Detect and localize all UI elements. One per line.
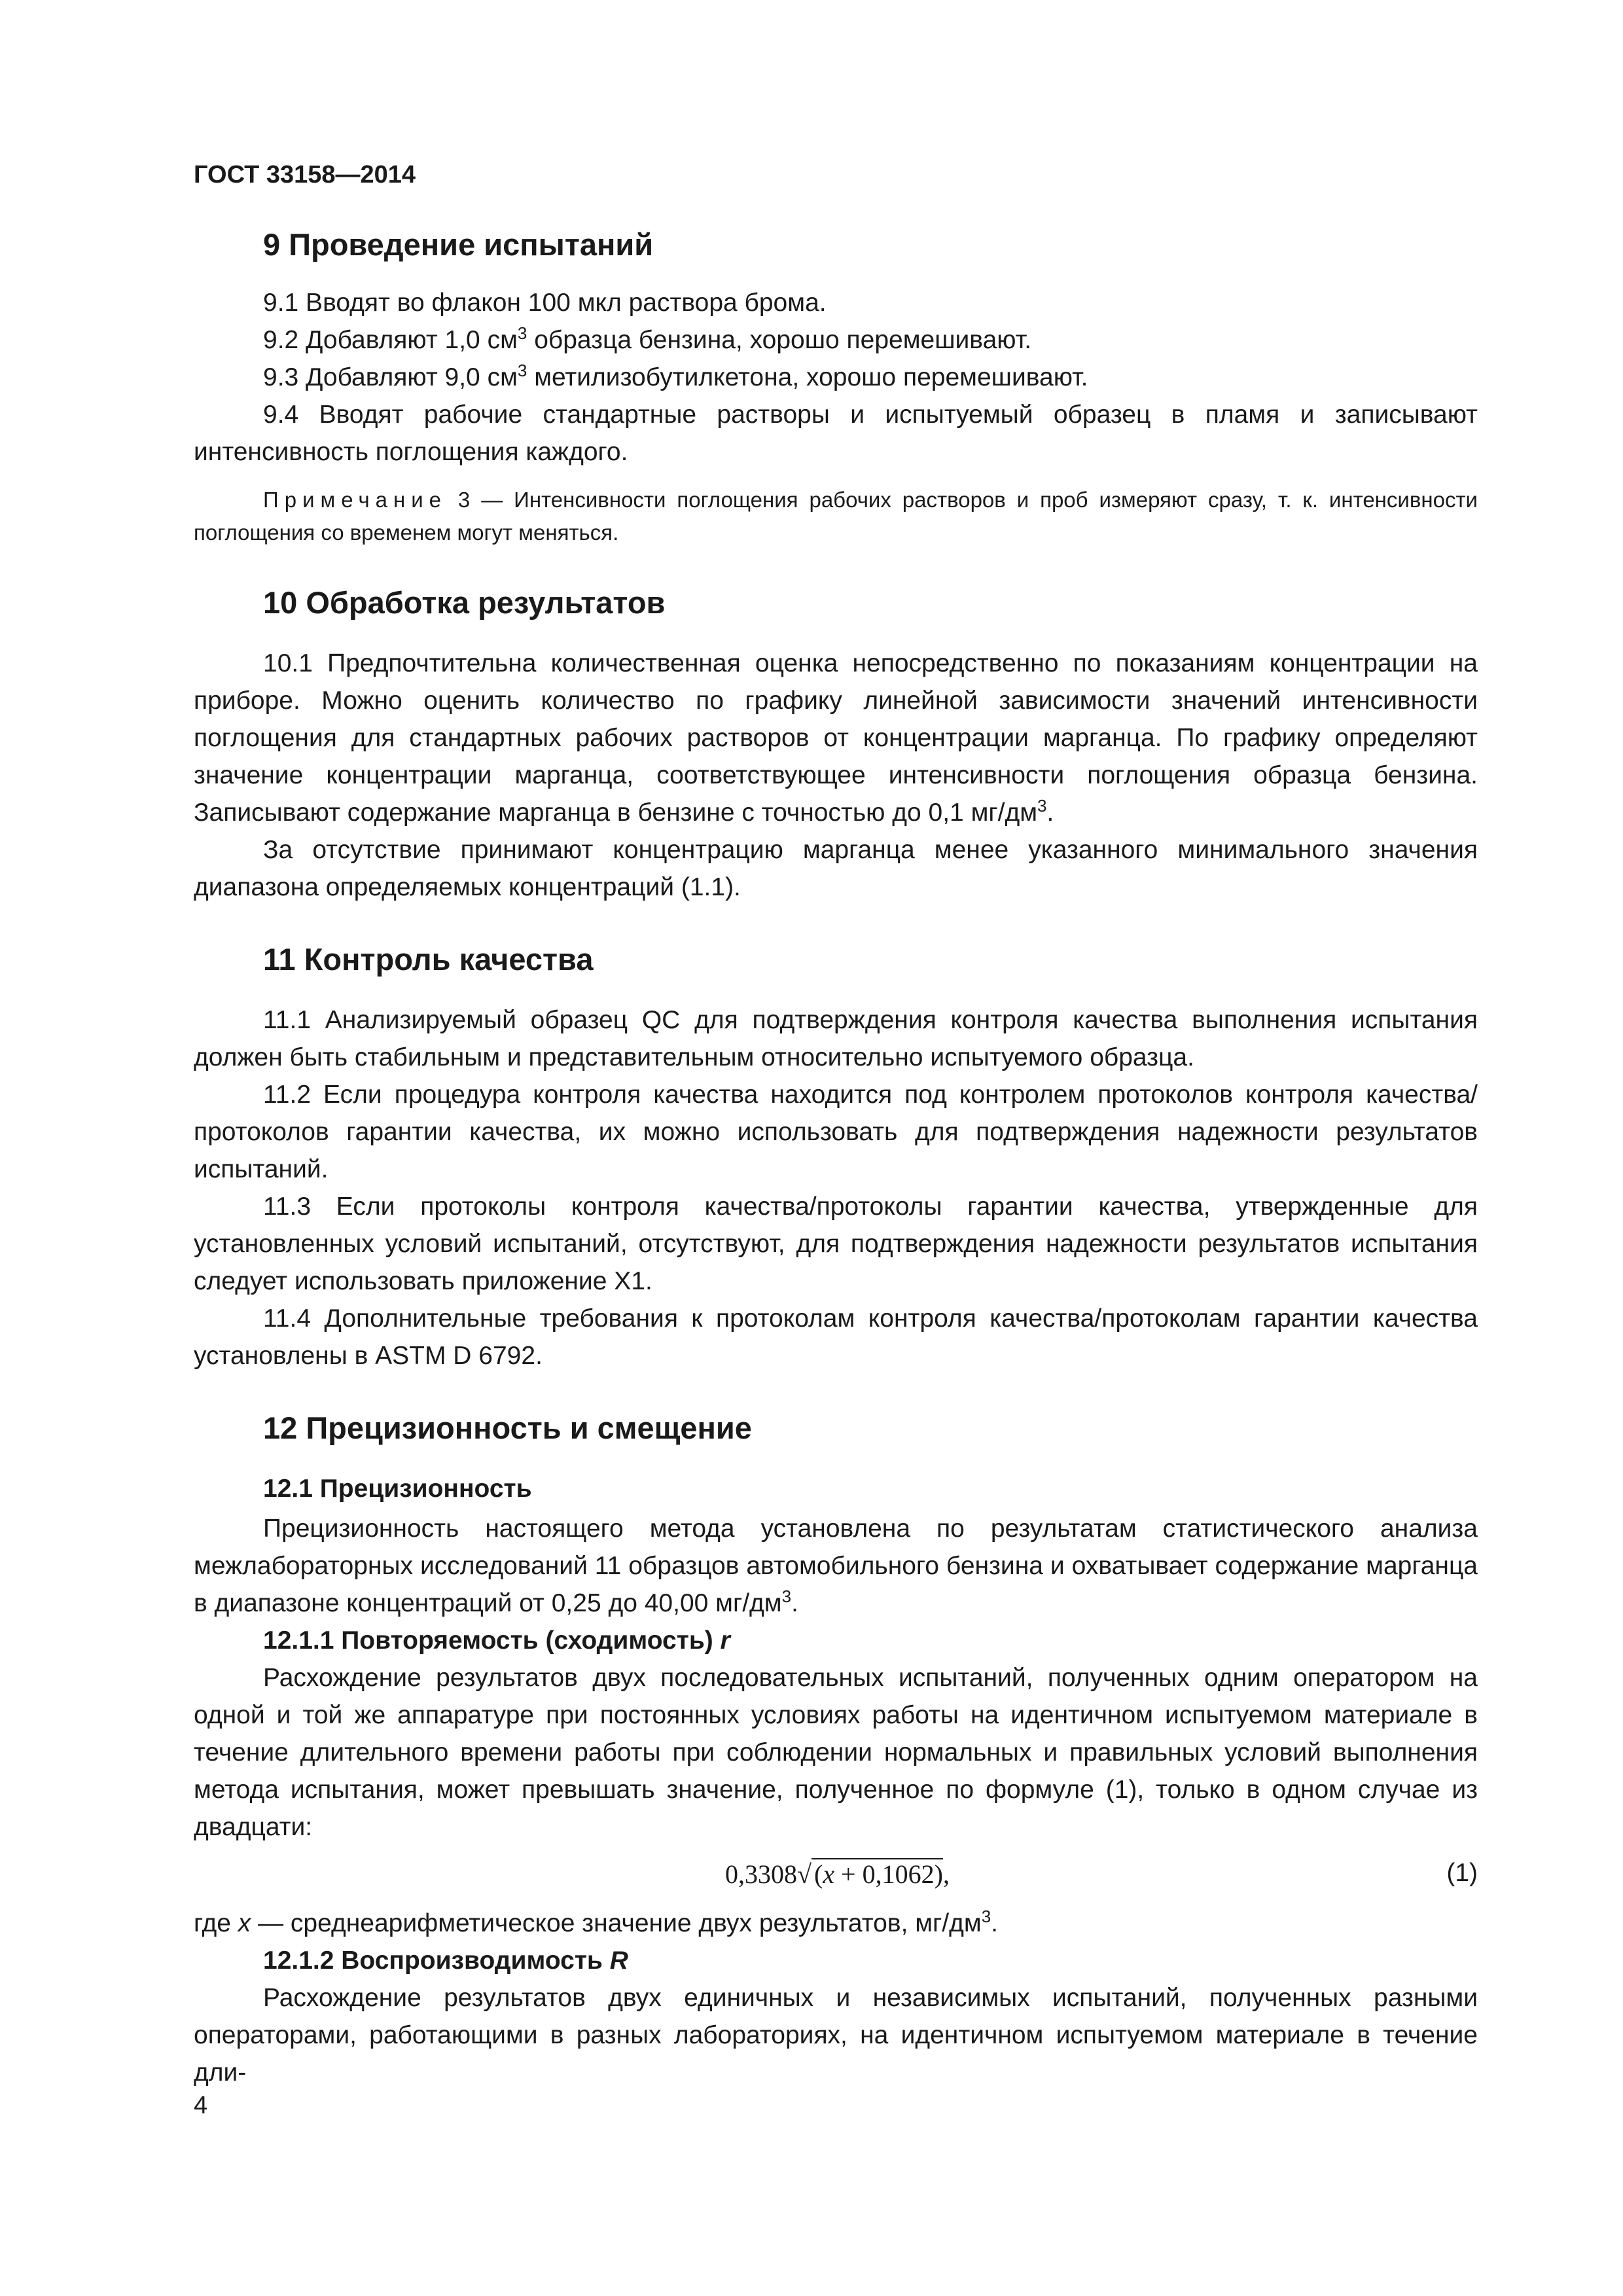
formula-open-paren: ( [813, 1859, 823, 1889]
clause-9-1: 9.1 Вводят во флакон 100 мкл раствора брома. [263, 289, 827, 317]
superscript-3: 3 [517, 323, 527, 343]
clause-9-4: 9.4 Вводят рабочие стандартные растворы и испытуемый образец в пламя и записывают интенсивность поглощения каждого. [194, 401, 1478, 466]
clause-11-3: 11.3 Если протоколы контроля качества/протоколы гарантии качества, утвержденные для установленных условий испытаний, отсутствуют, для подтверждения надежности результатов испытания следует использовать приложение X1. [194, 1193, 1478, 1295]
note-label: Примечание [263, 488, 448, 512]
formula-coefficient: 0,3308 [725, 1859, 797, 1889]
standard-code-header: ГОСТ 33158—2014 [194, 161, 416, 188]
subsection-12-1-1-heading [194, 1622, 1478, 1659]
formula-1 [194, 1851, 1478, 1902]
formula-number: (1) [1446, 1859, 1478, 1887]
clause-12-1-2: Расхождение результатов двух единичных и независимых испытаний, полученных разными операторами, работающими в разных лабораториях, на идентичном испытуемом материале в течение дли- [194, 1984, 1478, 2087]
section-9-heading: 9 Проведение испытаний [263, 227, 654, 262]
superscript-3: 3 [781, 1587, 792, 1606]
clause-9-3 [194, 359, 1478, 396]
formula-tail: , [942, 1859, 950, 1889]
subsection-12-1-heading: 12.1 Прецизионность [263, 1475, 532, 1503]
clause-12-1 [194, 1510, 1478, 1622]
superscript-3: 3 [1037, 796, 1047, 816]
subsection-12-1-1-title: 12.1.1 Повторяемость (сходимость) [263, 1626, 721, 1655]
clause-10-1-text: 10.1 Предпочтительна количественная оценка непосредственно по показаниям концентрации на приборе. Можно оценить количество по графику линейной зависимости значений интенсивности поглощения для стандартных рабочих растворов от концентрации марганца. По графику определяют значение концентрации марганца, соответствующее интенсивности поглощения образца бензина. Записывают содержание марганца в бензине с точностью до 0,1 мг/дм [194, 649, 1478, 827]
formula-variable-x: x [823, 1859, 835, 1889]
clause-12-1-text-end: . [791, 1589, 798, 1617]
clause-11-2: 11.2 Если процедура контроля качества находится под контролем протоколов контроля качества/протоколов гарантии качества, их можно использовать для подтверждения надежности результатов испытаний. [194, 1081, 1478, 1183]
where-text: — среднеарифметическое значение двух результатов, мг/дм [251, 1909, 982, 1937]
sqrt-sign: √ [797, 1859, 812, 1889]
section-11-heading: 11 Контроль качества [263, 942, 594, 977]
clause-12-1-text: Прецизионность настоящего метода установлена по результатам статистического анализа межлабораторных исследований 11 образцов автомобильного бензина и охватывает содержание марганца в диапазоне концентраций от 0,25 до 40,00 мг/дм [194, 1515, 1478, 1617]
clause-9-2-text: 9.2 Добавляют 1,0 см [263, 326, 518, 354]
section-10-heading: 10 Обработка результатов [263, 585, 666, 620]
clause-11-4: 11.4 Дополнительные требования к протоколам контроля качества/протоколам гарантии качества установлены в ASTM D 6792. [194, 1304, 1478, 1370]
clause-9-3-text: 9.3 Добавляют 9,0 см [263, 363, 518, 391]
clause-11-1: 11.1 Анализируемый образец QC для подтверждения контроля качества выполнения испытания должен быть стабильным и представительным относительно испытуемого образца. [194, 1006, 1478, 1071]
superscript-3: 3 [517, 361, 527, 380]
where-variable-x: x [238, 1909, 251, 1937]
subsection-12-1-2-title: 12.1.2 Воспроизводимость [263, 1946, 610, 1975]
repeatability-symbol: r [720, 1626, 730, 1655]
section-12-heading: 12 Прецизионность и смещение [263, 1410, 752, 1445]
formula-expression [725, 1859, 950, 1890]
clause-10-1-text-end: . [1046, 798, 1054, 827]
note-3 [194, 484, 1478, 549]
formula-rest: + 0,1062) [834, 1859, 943, 1889]
note-text: 3 — Интенсивности поглощения рабочих растворов и проб измеряют сразу, т. к. интенсивности поглощения со временем могут меняться. [194, 488, 1478, 545]
superscript-3: 3 [981, 1907, 991, 1926]
clause-10-1-absence: За отсутствие принимают концентрацию марганца менее указанного минимального значения диапазона определяемых концентраций (1.1). [194, 836, 1478, 901]
clause-12-1-1: Расхождение результатов двух последовательных испытаний, полученных одним оператором на одной и той же аппаратуре при постоянных условиях работы на идентичном испытуемом материале в течение длительного времени работы при соблюдении нормальных и правильных условий выполнения метода испытания, может превышать значение, полученное по формуле (1), только в одном случае из двадцати: [194, 1664, 1478, 1841]
clause-9-3-text-end: метилизобутилкетона, хорошо перемешивают. [527, 363, 1088, 391]
where-prefix: где [194, 1909, 238, 1937]
clause-9-2 [194, 321, 1478, 359]
formula-where [194, 1905, 1478, 1942]
document-body [194, 225, 1478, 2091]
clause-10-1 [194, 645, 1478, 831]
page-number: 4 [194, 2092, 208, 2119]
clause-9-2-text-end: образца бензина, хорошо перемешивают. [527, 326, 1032, 354]
reproducibility-symbol: R [609, 1946, 628, 1975]
where-text-end: . [991, 1909, 998, 1937]
sqrt-argument [812, 1858, 943, 1889]
subsection-12-1-2-heading [194, 1942, 1478, 1979]
